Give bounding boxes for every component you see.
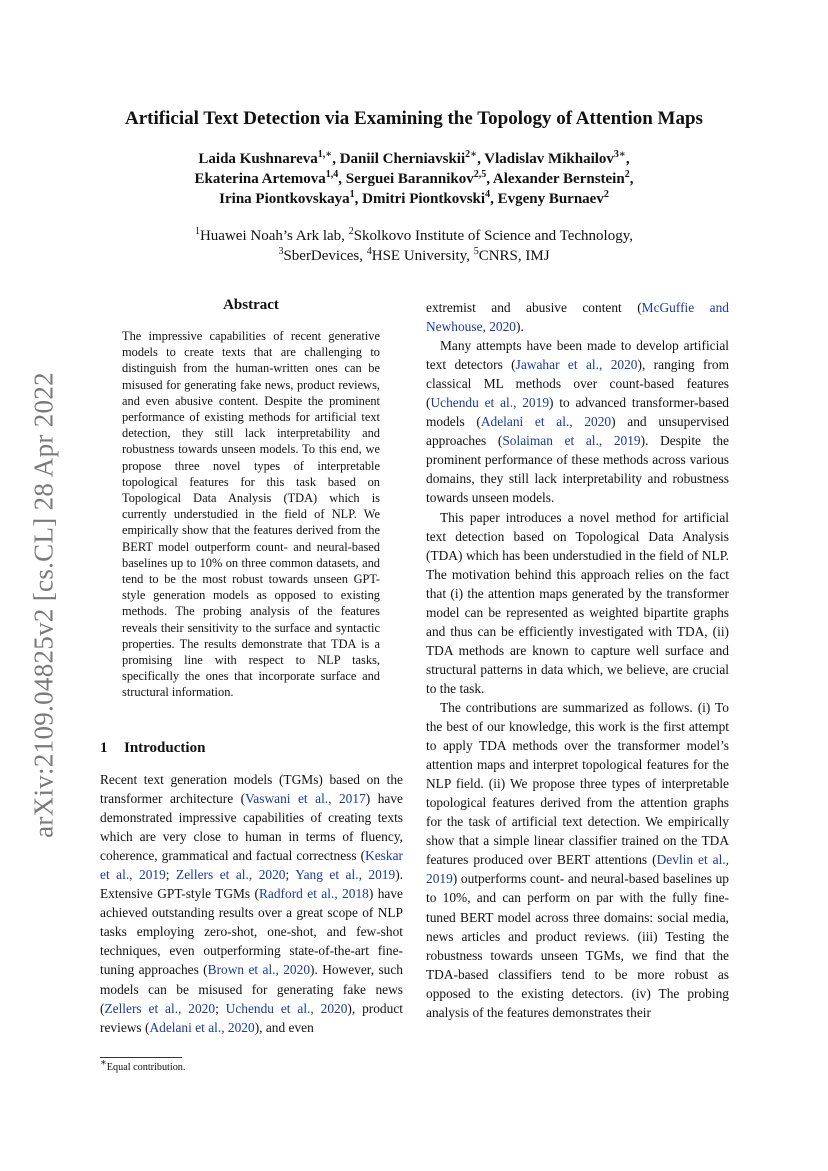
citation-link[interactable]: Zellers et al., 2020 [104,1000,216,1016]
citation-link[interactable]: Devlin et al., 2019 [426,852,729,887]
citation-link[interactable]: McGuffie and Newhouse, 2020 [426,300,729,335]
citation-link[interactable]: Yang et al., 2019 [295,867,396,883]
citation-link[interactable]: Zellers et al., 2020 [176,867,286,883]
section-number: 1 [100,740,108,756]
footnote-text: Equal contribution. [106,1062,186,1073]
section-title: Introduction [124,740,206,756]
affiliations [150,226,678,266]
paper-title: Artificial Text Detection via Examining the Topology of Attention Maps [125,108,703,129]
abstract-heading: Abstract [223,297,279,313]
intro-paragraph-2: Many attempts have been made to develop artificial text detectors (Jawahar et al., 2020), ranging from classical ML methods over count-based features (Uchendu et al., 2019) to advanced transformer-based models (Adelani et al., 2020) and unsupervised approaches (Solaiman et al., 2019). Despite the prominent performance of these methods across various domains, they still lack interpretability and robustness towards unseen models. [426,338,729,506]
citation-link[interactable]: Keskar et al., 2019 [100,848,403,883]
affiliation-line-1: $^1$Huawei Noah’s Ark lab, $^2$Skolkovo Institute of Science and Technology, [194,226,634,244]
author-line-3: Irina Piontkovskaya$^1$, Dmitri Piontkovski$^4$, Evgeny Burnaev$^2$ [219,189,609,207]
left-column [100,770,403,1037]
footnote-rule [100,1057,182,1058]
citation-link[interactable]: Uchendu et al., 2020 [225,1000,348,1016]
citation-link[interactable]: Uchendu et al., 2019 [430,395,550,411]
citation-link[interactable]: Adelani et al., 2020 [149,1019,255,1035]
author-line-2: Ekaterina Artemova$^{1,4}$, Serguei Barannikov$^{2,5}$, Alexander Bernstein$^2$, [194,169,634,187]
intro-paragraph-4: The contributions are summarized as follows. (i) To the best of our knowledge, this work is the first attempt to apply TDA methods over the transformer model’s attention maps and interpret topological features for the NLP field. (ii) We propose three types of interpretable topological features derived from the attention graphs for the task of artificial text detection. We empirically show that a simple linear classifier trained on the TDA features produced over BERT attentions (Devlin et al., 2019) outperforms count- and neural-based baselines up to 10%, and can perform on par with the fully fine-tuned BERT model across three domains: social media, news articles and product reviews. (iii) Testing the robustness towards unseen TGMs, we find that the TDA-based classifiers tend to be more robust as opposed to the existing detectors. (iv) The probing analysis of the features demonstrates their [426,699,729,1020]
arxiv-id-text: arXiv:2109.04825v2 [cs.CL] 28 Apr 2022 [28,372,59,838]
affiliation-line-2: $^3$SberDevices, $^4$HSE University, $^5$CNRS, IMJ [278,246,550,264]
arxiv-identifier [18,355,70,855]
intro-paragraph-3: This paper introduces a novel method for artificial text detection based on Topological Data Analysis (TDA) which has been understudied in the field of NLP. The motivation behind this approach relies on the fact that (i) the attention maps generated by the transformer model can be represented as weighted bipartite graphs and thus can be efficiently investigated with TDA, (ii) TDA methods are known to capture well surface and structural patterns in data which, we believe, are crucial to the task. [426,509,729,696]
citation-link[interactable]: Vaswani et al., 2017 [245,791,366,807]
footnote [100,1057,186,1073]
citation-link[interactable]: Jawahar et al., 2020 [515,357,638,373]
author-line-1: Laida Kushnareva$^{1,∗}$, Daniil Cherniavskii$^{2∗}$, Vladislav Mikhailov$^{3∗}$, [198,149,630,167]
section-heading-introduction [100,740,400,757]
intro-paragraph-continued: extremist and abusive content (McGuffie and Newhouse, 2020). [426,300,729,335]
citation-link[interactable]: Radford et al., 2018 [258,886,369,902]
intro-paragraph-1: Recent text generation models (TGMs) based on the transformer architecture (Vaswani et al., 2017) have demonstrated impressive capabilities of creating texts which are very close to human in terms of fluency, coherence, grammatical and factual correctness (Keskar et al., 2019; Zellers et al., 2020; Yang et al., 2019). Extensive GPT-style TGMs (Radford et al., 2018) have achieved outstanding results over a great scope of NLP tasks employing zero-shot, one-shot, and few-shot techniques, even outperforming state-of-the-art fine-tuning approaches (Brown et al., 2020). However, such models can be misused for generating fake news (Zellers et al., 2020; Uchendu et al., 2020), product reviews (Adelani et al., 2020), and even [100,772,404,1035]
citation-link[interactable]: Adelani et al., 2020 [480,414,612,430]
citation-link[interactable]: Brown et al., 2020 [207,962,311,978]
author-list [150,149,678,209]
citation-link[interactable]: Solaiman et al., 2019 [502,433,641,449]
footnote-mark: ∗ [100,1057,107,1069]
abstract-text: The impressive capabilities of recent generative models to create texts that are challenging to distinguish from the human-written ones can be misused for generating fake news, product reviews, and even abusive content. Despite the prominent performance of existing methods for artificial text detection, they still lack interpretability and robustness towards unseen models. To this end, we propose three novel types of interpretable topological features for this task based on Topological Data Analysis (TDA) which is currently understudied in the field of NLP. We empirically show that the features derived from the BERT model outperform count- and neural-based baselines up to 10% on three common datasets, and tend to be the most robust towards unseen GPT-style generation models as opposed to existing methods. The probing analysis of the features reveals their sensitivity to the surface and syntactic properties. The results demonstrate that TDA is a promising line with respect to NLP tasks, specifically the ones that incorporate surface and structural information. [122,329,380,700]
right-column [426,298,729,1022]
